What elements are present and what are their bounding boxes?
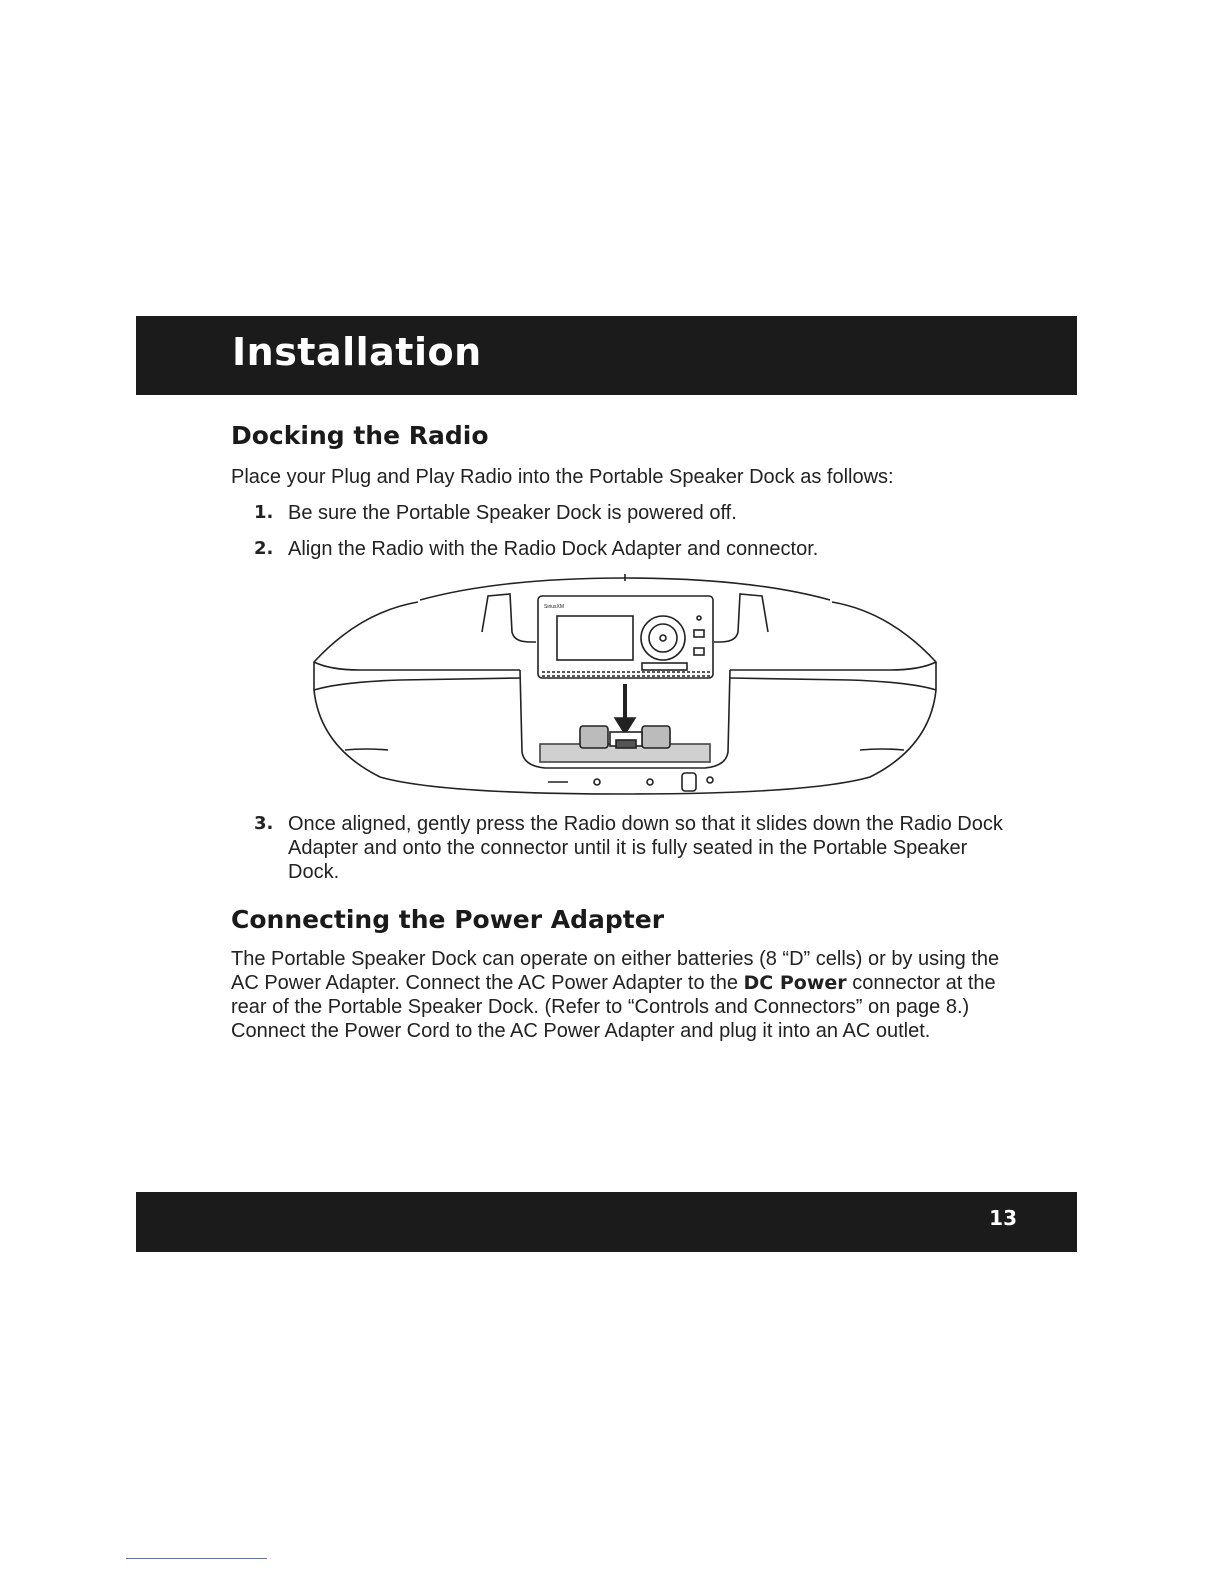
step-number: 3. xyxy=(254,813,274,834)
step-number: 2. xyxy=(254,538,274,559)
step-text: Once aligned, gently press the Radio down so that it slides down the Radio Dock Adapter and onto the connector until it is fully seated in the Portable Speaker Dock. xyxy=(288,813,1003,883)
paragraph-text: The Portable Speaker Dock can operate on either batteries (8 “D” cells) or by using the AC Power Adapter. Connect the AC Power Adapter to the xyxy=(231,948,1000,994)
step-text: Be sure the Portable Speaker Dock is powered off. xyxy=(288,502,737,524)
paragraph-text: connector at the rear of the Portable Speaker Dock. (Refer to “Controls and Connectors” on page 8.) Connect the Power Cord to the AC Power Adapter and plug it into an AC outlet. xyxy=(231,972,996,1042)
step-1 xyxy=(254,501,1014,527)
step-2 xyxy=(254,537,1014,563)
radio-dock-illustration xyxy=(300,572,950,800)
dc-power-label: DC Power xyxy=(743,972,847,994)
step-text: Align the Radio with the Radio Dock Adapter and connector. xyxy=(288,538,819,560)
power-adapter-heading: Connecting the Power Adapter xyxy=(231,905,665,934)
docking-heading: Docking the Radio xyxy=(231,421,489,450)
divider xyxy=(126,1558,267,1559)
page-title: Installation xyxy=(232,330,482,374)
step-number: 1. xyxy=(254,502,274,523)
footer-bar xyxy=(136,1192,1077,1252)
docking-intro: Place your Plug and Play Radio into the Portable Speaker Dock as follows: xyxy=(231,466,894,488)
power-adapter-paragraph xyxy=(231,947,1006,1043)
page-number: 13 xyxy=(989,1206,1017,1230)
step-3 xyxy=(254,812,1014,888)
radio-brand-label: SiriusXM xyxy=(544,604,565,610)
section-header-bar xyxy=(136,316,1077,395)
